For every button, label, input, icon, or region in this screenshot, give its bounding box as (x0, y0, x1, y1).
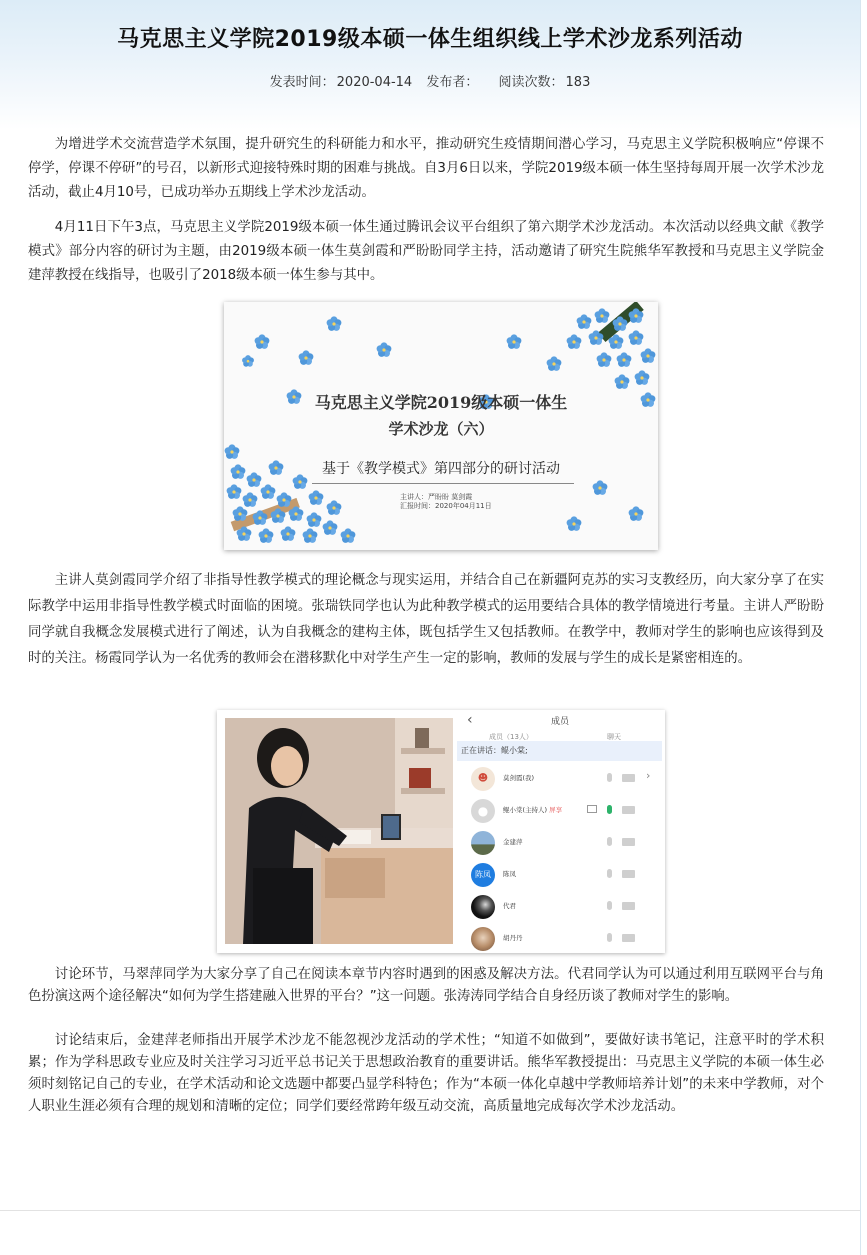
camera-icon (622, 934, 635, 942)
member-name: 胡丹丹 (503, 934, 523, 942)
member-row[interactable] (457, 858, 663, 890)
member-row[interactable] (457, 826, 663, 858)
poster-subheading: 学术沙龙（六） (388, 420, 494, 438)
avatar (471, 927, 495, 951)
member-name: 代君 (503, 902, 516, 910)
paragraph-presentations: 主讲人莫剑霞同学介绍了非指导性教学模式的理论概念与现实运用，并结合自己在新疆阿克苏的实习支教经历，向大家分享了在实际教学中运用非指导性教学模式时面临的困境。张瑞铁同学也认为此种教学模式的运用要结合具体的教学情境进行考量。主讲人严盼盼同学就自我概念发展模式进行了阐述，认为自我概念的建构主体，既包括学生又包括教师。在教学中，教师对学生的影响也应该得到及时的关注。杨霞同学认为一名优秀的教师会在潜移默化中对学生产生一定的影响，教师的发展与学生的成长是紧密相连的。 (28, 573, 824, 666)
avatar (471, 895, 495, 919)
camera-icon (622, 806, 635, 814)
tab-members[interactable]: 成员（13人） (489, 733, 533, 741)
camera-icon (622, 838, 635, 846)
published-label: 发表时间： (269, 75, 335, 90)
avatar: 陈凤 (471, 863, 495, 887)
tab-chat[interactable]: 聊天 (607, 733, 621, 741)
microphone-icon (607, 773, 612, 782)
microphone-icon (607, 805, 612, 814)
camera-icon (622, 870, 635, 878)
microphone-icon (607, 901, 612, 910)
member-name: 金建萍 (503, 838, 523, 846)
chevron-right-icon[interactable]: › (646, 769, 651, 782)
poster-heading: 马克思主义学院2019级本硕一体生 (314, 393, 568, 412)
microphone-icon (607, 869, 612, 878)
member-name: 莫剑霞(我) (503, 774, 535, 782)
camera-icon (622, 902, 635, 910)
member-row[interactable] (457, 890, 663, 922)
microphone-icon (607, 933, 612, 942)
screen-share-icon (587, 805, 597, 813)
member-name: 陈凤 (503, 870, 516, 878)
camera-icon (622, 774, 635, 782)
member-row[interactable] (457, 762, 663, 794)
screen-share-tag: 屏享 (549, 806, 563, 814)
article-title: 马克思主义学院2019级本硕一体生组织线上学术沙龙系列活动 (117, 27, 743, 52)
poster-date: 汇报时间：2020年04月11日 (400, 502, 492, 510)
paragraph-intro: 为增进学术交流营造学术氛围，提升研究生的科研能力和水平，推动研究生疫情期间潜心学习，马克思主义学院积极响应“停课不停学，停课不停研”的号召，以新形式迎接特殊时期的困难与挑战。自3月6日以来，学院2019级本硕一体生坚持每周开展一次学术沙龙活动，截止4月10号，已成功举办五期线上学术沙龙活动。 (28, 137, 824, 200)
avatar (471, 831, 495, 855)
published-date: 2020-04-14 (336, 75, 413, 90)
author-label: 发布者： (426, 75, 479, 90)
member-name-text: 鲲小棠(主持人) (503, 806, 548, 814)
meeting-member-panel (457, 710, 663, 953)
member-row[interactable] (457, 794, 663, 826)
paragraph-event: 4月11日下午3点，马克思主义学院2019级本硕一体生通过腾讯会议平台组织了第六期学术沙龙活动。本次活动以经典文献《教学模式》部分内容的研讨为主题，由2019级本硕一体生莫剑霞和严盼盼同学主持，活动邀请了研究生院熊华军教授和马克思主义学院金建萍教授在线指导，也吸引了2018级本硕一体生参与其中。 (28, 220, 824, 283)
paragraph-discussion: 讨论环节，马翠萍同学为大家分享了自己在阅读本章节内容时遇到的困惑及解决方法。代君同学认为可以通过利用互联网平台与角色扮演这两个途径解决“如何为学生搭建融入世界的平台？”这一问题。张涛涛同学结合自身经历谈了教师对学生的影响。 (28, 967, 824, 1004)
speaking-indicator: 正在讲话：鲲小棠; (457, 741, 662, 761)
member-name (503, 805, 562, 814)
meeting-composite-image (217, 710, 665, 953)
avatar: ● (471, 799, 495, 823)
member-panel-title: 成员 (550, 717, 569, 727)
avatar: ☻ (471, 767, 495, 791)
page-right-border (860, 0, 861, 1255)
content-bottom-divider (0, 1210, 860, 1211)
poster-hosts: 主讲人：严盼盼 莫剑霞 (400, 493, 473, 501)
article-meta (0, 71, 860, 90)
header-background (0, 0, 860, 130)
microphone-icon (607, 837, 612, 846)
member-row[interactable] (457, 922, 663, 953)
views-label: 阅读次数： (498, 75, 564, 90)
student-photo (225, 718, 453, 944)
student-at-desk-illustration (225, 718, 453, 944)
event-poster-image (224, 302, 658, 550)
views-count: 183 (565, 75, 591, 90)
paragraph-conclusion: 讨论结束后，金建萍老师指出开展学术沙龙不能忽视沙龙活动的学术性；“知道不如做到”，要做好读书笔记，注意平时的学术积累；作为学科思政专业应及时关注学习习近平总书记关于思想政治教育的重要讲话。熊华军教授提出：马克思主义学院的本硕一体生必须时刻铭记自己的专业，在学术活动和论文选题中都要凸显学科特色；作为“本硕一体化卓越中学教师培养计划”的未来中学教师，对个人职业生涯必须有合理的规划和清晰的定位；同学们要经常跨年级互动交流，高质量地完成每次学术沙龙活动。 (28, 1033, 824, 1114)
poster-topic: 基于《教学模式》第四部分的研讨活动 (322, 461, 560, 477)
poster-divider (312, 483, 574, 484)
chevron-left-icon[interactable]: ‹ (467, 712, 473, 728)
